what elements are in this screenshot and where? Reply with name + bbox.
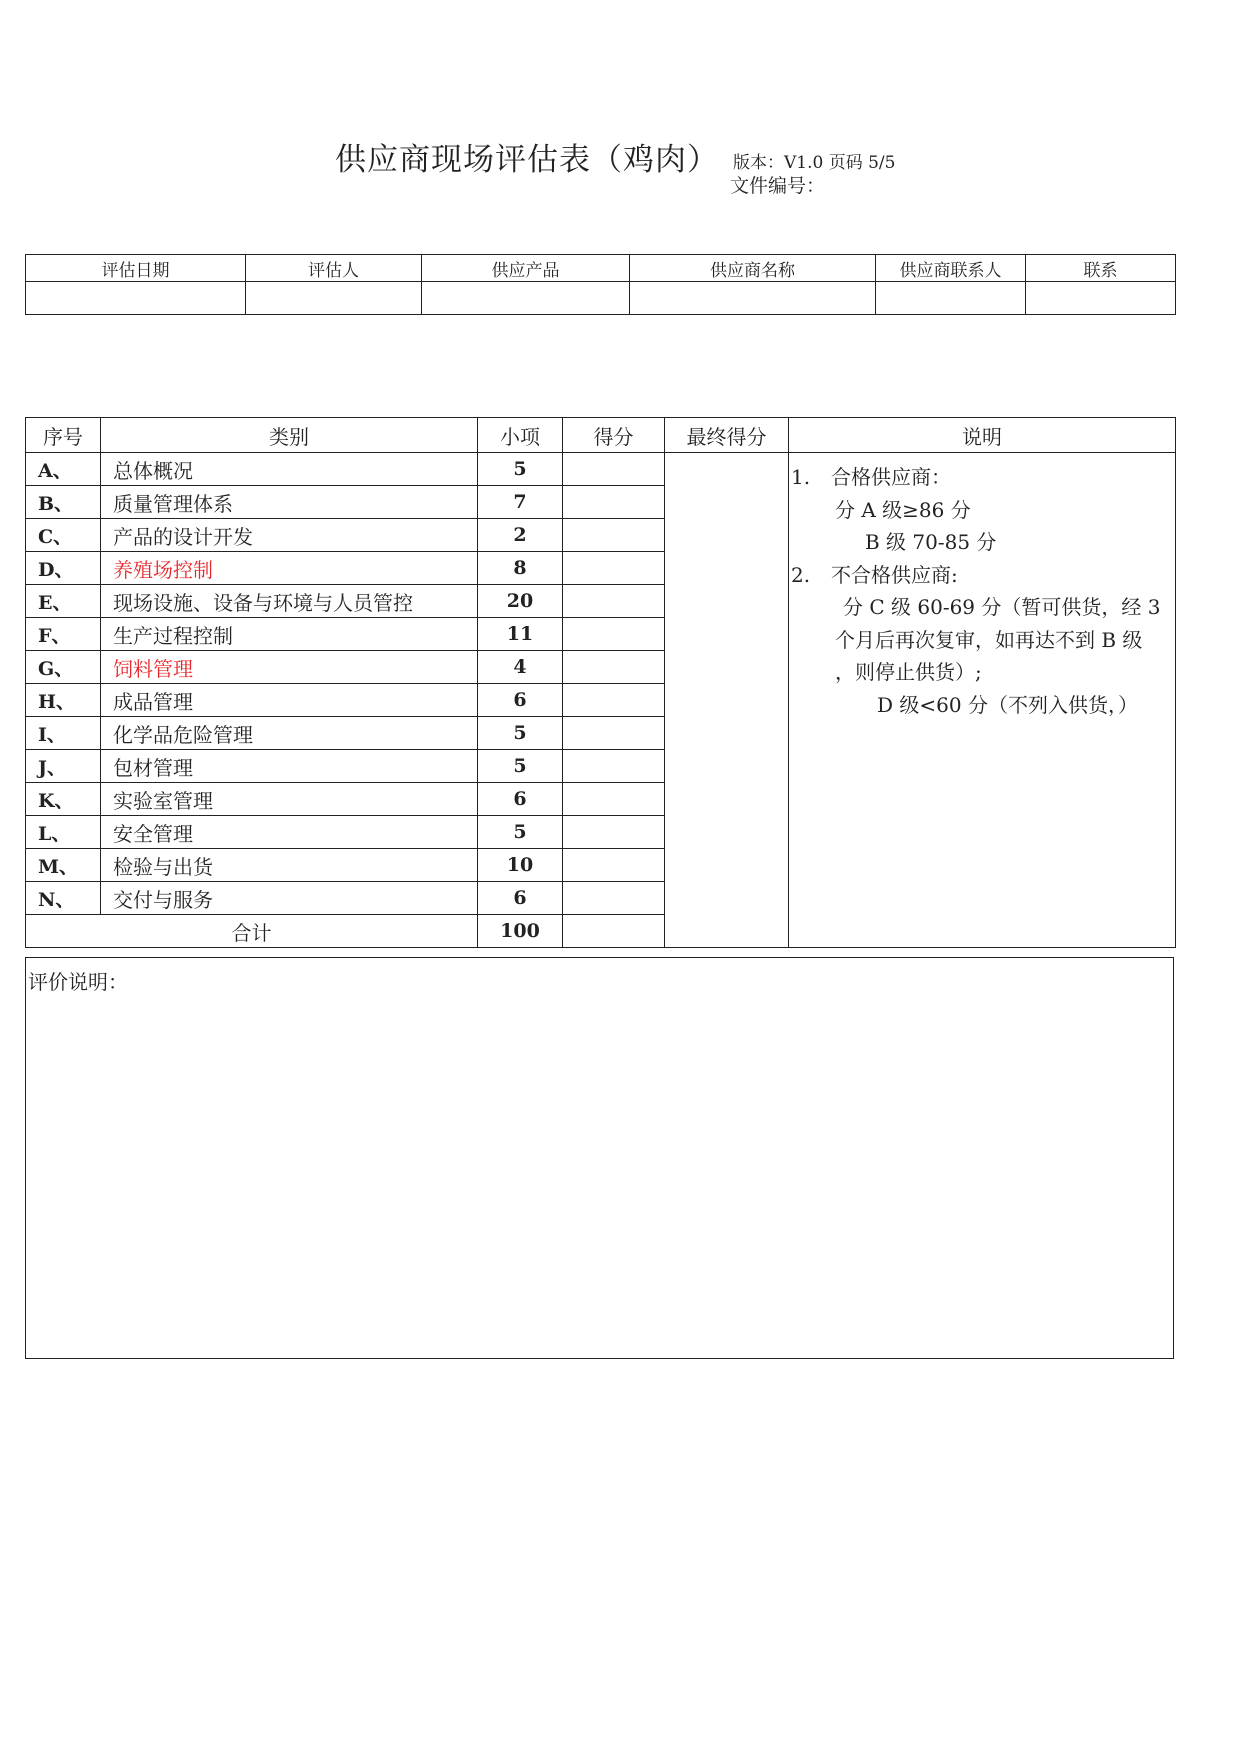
contact-field[interactable] <box>1026 282 1176 315</box>
info-header-row <box>26 255 1176 282</box>
row-items: 5 <box>478 750 563 783</box>
row-items: 2 <box>478 519 563 552</box>
row-items: 20 <box>478 585 563 618</box>
score-field[interactable] <box>563 486 665 519</box>
info-header-product: 供应产品 <box>422 255 630 282</box>
row-code: C、 <box>26 519 101 552</box>
row-category: 交付与服务 <box>101 882 478 915</box>
final-score-field[interactable] <box>665 453 789 948</box>
info-input-row <box>26 282 1176 315</box>
row-category: 实验室管理 <box>101 783 478 816</box>
note-grade-c-line3: ，则停止供货）; <box>835 660 982 684</box>
note-unqualified: 不合格供应商: <box>831 562 958 587</box>
row-code: A、 <box>26 453 101 486</box>
row-category: 检验与出货 <box>101 849 478 882</box>
row-code: K、 <box>26 783 101 816</box>
row-items: 7 <box>478 486 563 519</box>
page-title: 供应商现场评估表（鸡肉） <box>335 142 719 178</box>
score-table <box>25 417 1176 948</box>
note-grade-c-line2: 个月后再次复审，如再达不到 B 级 <box>835 627 1143 652</box>
date-field[interactable] <box>26 282 246 315</box>
row-items: 6 <box>478 882 563 915</box>
row-category: 成品管理 <box>101 684 478 717</box>
score-field[interactable] <box>563 849 665 882</box>
row-code: D、 <box>26 552 101 585</box>
row-items: 8 <box>478 552 563 585</box>
score-field[interactable] <box>563 519 665 552</box>
assessor-field[interactable] <box>246 282 422 315</box>
score-field[interactable] <box>563 750 665 783</box>
row-category: 生产过程控制 <box>101 618 478 651</box>
row-category: 现场设施、设备与环境与人员管控 <box>101 585 478 618</box>
score-field[interactable] <box>563 585 665 618</box>
total-items: 100 <box>478 915 563 948</box>
product-field[interactable] <box>422 282 630 315</box>
note-grade-b: B 级 70-85 分 <box>865 530 997 554</box>
note-grade-d: D 级<60 分（不列入供货，） <box>877 692 1138 717</box>
row-code: F、 <box>26 618 101 651</box>
row-code: G、 <box>26 651 101 684</box>
row-category: 产品的设计开发 <box>101 519 478 552</box>
score-field[interactable] <box>563 783 665 816</box>
row-category: 总体概况 <box>101 453 478 486</box>
row-items: 10 <box>478 849 563 882</box>
score-field[interactable] <box>563 816 665 849</box>
score-field[interactable] <box>563 552 665 585</box>
note-qualified: 合格供应商： <box>831 465 951 489</box>
remarks-label: 评价说明： <box>28 970 128 994</box>
row-items: 6 <box>478 684 563 717</box>
row-code: M、 <box>26 849 101 882</box>
row-code: L、 <box>26 816 101 849</box>
row-items: 11 <box>478 618 563 651</box>
info-header-supplier-contact: 供应商联系人 <box>876 255 1026 282</box>
supplier-name-field[interactable] <box>630 282 876 315</box>
header-final-score: 最终得分 <box>665 418 789 453</box>
header-category: 类别 <box>101 418 478 453</box>
info-header-supplier-name: 供应商名称 <box>630 255 876 282</box>
document-number: 文件编号： <box>730 175 826 197</box>
supplier-contact-field[interactable] <box>876 282 1026 315</box>
header-seq: 序号 <box>26 418 101 453</box>
row-category-highlighted: 饲料管理 <box>101 651 478 684</box>
note-number-1: 1. <box>791 465 811 489</box>
row-code: I、 <box>26 717 101 750</box>
note-grade-a: 分 A 级≥86 分 <box>835 497 971 522</box>
note-grade-c-line1: 分 C 级 60-69 分（暂可供货，经 3 <box>843 595 1161 619</box>
header-notes: 说明 <box>789 418 1176 453</box>
row-items: 6 <box>478 783 563 816</box>
score-field[interactable] <box>563 651 665 684</box>
row-code: H、 <box>26 684 101 717</box>
info-header-contact: 联系 <box>1026 255 1176 282</box>
info-header-assessor: 评估人 <box>246 255 422 282</box>
score-field[interactable] <box>563 882 665 915</box>
assessment-info-table <box>25 254 1176 315</box>
row-category: 包材管理 <box>101 750 478 783</box>
row-category: 化学品危险管理 <box>101 717 478 750</box>
score-field[interactable] <box>563 453 665 486</box>
row-items: 4 <box>478 651 563 684</box>
row-items: 5 <box>478 453 563 486</box>
header-items: 小项 <box>478 418 563 453</box>
row-category: 安全管理 <box>101 816 478 849</box>
score-field[interactable] <box>563 618 665 651</box>
notes-cell <box>789 453 1176 948</box>
total-score-field[interactable] <box>563 915 665 948</box>
remarks-box[interactable] <box>25 957 1174 1359</box>
version-info: 版本：V1.0 页码 5/5 <box>733 153 896 173</box>
score-header-row <box>26 418 1176 453</box>
row-items: 5 <box>478 816 563 849</box>
total-label: 合计 <box>26 915 478 948</box>
score-field[interactable] <box>563 717 665 750</box>
note-number-2: 2. <box>791 562 811 587</box>
row-category: 质量管理体系 <box>101 486 478 519</box>
table-row <box>26 453 1176 486</box>
row-code: J、 <box>26 750 101 783</box>
row-items: 5 <box>478 717 563 750</box>
row-code: B、 <box>26 486 101 519</box>
row-code: N、 <box>26 882 101 915</box>
info-header-date: 评估日期 <box>26 255 246 282</box>
score-field[interactable] <box>563 684 665 717</box>
header-score: 得分 <box>563 418 665 453</box>
row-category-highlighted: 养殖场控制 <box>101 552 478 585</box>
row-code: E、 <box>26 585 101 618</box>
